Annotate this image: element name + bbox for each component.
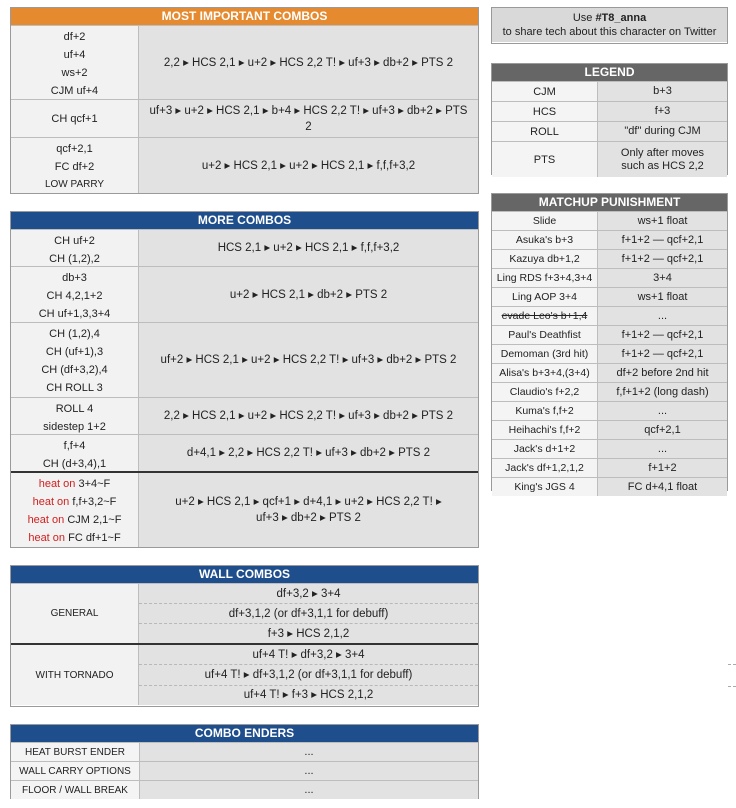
matchup-move: Jack's d+1+2 (492, 440, 598, 458)
combo-route: uf+2 ▸ HCS 2,1 ▸ u+2 ▸ HCS 2,2 T! ▸ uf+3 ▸ db+2 ▸ PTS 2 (139, 323, 478, 397)
combo-route: HCS 2,1 ▸ u+2 ▸ HCS 2,1 ▸ f,f,f+3,2 (139, 230, 478, 266)
ender-label: WALL CARRY OPTIONS (11, 762, 140, 780)
heat-label: heat on (27, 514, 65, 526)
matchup-row (492, 268, 727, 287)
combo-route: u+2 ▸ HCS 2,1 ▸ qcf+1 ▸ d+4,1 ▸ u+2 ▸ HCS 2,2 T! ▸ uf+3 ▸ db+2 ▸ PTS 2 (139, 473, 478, 547)
starter (28, 529, 120, 547)
more-combos-panel (10, 211, 479, 548)
ender-value: ... (140, 781, 478, 799)
matchup-row (492, 420, 727, 439)
matchup-row (492, 249, 727, 268)
matchup-row (492, 230, 727, 249)
combo-row (11, 266, 478, 322)
combo-enders-title: COMBO ENDERS (11, 725, 478, 742)
legend-row (492, 101, 727, 121)
combo-row (11, 434, 478, 471)
combo-starters (11, 26, 139, 99)
starter-move: FC df+1~F (68, 532, 121, 544)
wall-group-label: GENERAL (11, 584, 139, 643)
starter: CH uf+2 (54, 235, 95, 247)
legend-row (492, 141, 727, 177)
matchup-move: Paul's Deathfist (492, 326, 598, 344)
starter: CH (1,2),4 (49, 328, 100, 340)
wall-combos-panel (10, 565, 479, 707)
matchup-move: evade Leo's b+1,4 (492, 307, 598, 325)
heat-label: heat on (32, 496, 70, 508)
matchup-row (492, 344, 727, 363)
legend-value: f+3 (598, 102, 727, 121)
combo-row (11, 25, 478, 99)
matchup-punish: ... (598, 402, 727, 420)
matchup-move: Slide (492, 212, 598, 230)
wall-group-label: WITH TORNADO (11, 645, 139, 705)
starter (33, 493, 117, 511)
combo-starters (11, 230, 139, 266)
starter: df+2 (63, 31, 86, 43)
matchup-row (492, 363, 727, 382)
ender-label: HEAT BURST ENDER (11, 743, 140, 761)
starter: CH (1,2),2 (49, 253, 100, 265)
matchup-row (492, 477, 727, 496)
twitter-line-2: to share tech about this character on Twitter (502, 26, 717, 38)
combo-row (11, 99, 478, 137)
matchup-punish: qcf+2,1 (598, 421, 727, 439)
matchup-row (492, 458, 727, 477)
starter: CH (d+3,4),1 (42, 458, 107, 470)
legend-value: b+3 (598, 82, 727, 101)
matchup-punish: 3+4 (598, 269, 727, 287)
legend-title: LEGEND (492, 64, 727, 81)
matchup-row (492, 306, 727, 325)
starter: db+3 (62, 272, 87, 284)
matchup-move: Ling RDS f+3+4,3+4 (492, 269, 598, 287)
matchup-move: Jack's df+1,2,1,2 (492, 459, 598, 477)
combo-starters (11, 323, 139, 397)
starter-move: CJM 2,1~F (67, 514, 122, 526)
combo-route: 2,2 ▸ HCS 2,1 ▸ u+2 ▸ HCS 2,2 T! ▸ uf+3 ▸ db+2 ▸ PTS 2 (139, 26, 478, 99)
combo-starters (11, 100, 139, 137)
starter: FC df+2 (54, 161, 95, 173)
matchup-rows (492, 211, 727, 496)
most-important-combos-title: MOST IMPORTANT COMBOS (11, 8, 478, 25)
legend-value: "df" during CJM (598, 122, 727, 141)
matchup-move: Claudio's f+2,2 (492, 383, 598, 401)
matchup-punish: ws+1 float (598, 212, 727, 230)
combo-starters (11, 267, 139, 322)
matchup-punish: f,f+1+2 (long dash) (598, 383, 727, 401)
starter: ROLL 4 (55, 403, 94, 415)
legend-key: ROLL (492, 122, 598, 141)
wall-group (11, 643, 478, 705)
matchup-move: King's JGS 4 (492, 478, 598, 496)
matchup-row (492, 382, 727, 401)
starter: CH 4,2,1+2 (46, 290, 103, 302)
combo-enders-panel (10, 724, 479, 799)
starter: ws+2 (61, 67, 88, 79)
starter (39, 475, 111, 493)
matchup-punish: ws+1 float (598, 288, 727, 306)
wall-combos-title: WALL COMBOS (11, 566, 478, 583)
matchup-move: Demoman (3rd hit) (492, 345, 598, 363)
matchup-move: Asuka's b+3 (492, 231, 598, 249)
starter: qcf+2,1 (56, 143, 93, 155)
twitter-line-1 (492, 11, 727, 25)
matchup-punishment-panel (491, 193, 728, 491)
matchup-row (492, 439, 727, 458)
matchup-punish: f+1+2 — qcf+2,1 (598, 231, 727, 249)
heat-starters (11, 473, 139, 547)
wall-group (11, 583, 478, 643)
edge-mark (728, 664, 736, 665)
twitter-share-text (492, 8, 727, 42)
twitter-share-box (491, 7, 728, 44)
matchup-row (492, 211, 727, 230)
legend-key: HCS (492, 102, 598, 121)
ender-value: ... (140, 743, 478, 761)
heat-label: heat on (38, 478, 76, 490)
matchup-punish: f+1+2 (598, 459, 727, 477)
starter: sidestep 1+2 (43, 421, 106, 433)
starter-move: 3+4~F (78, 478, 111, 490)
wall-group-combos (139, 645, 478, 705)
matchup-move: Kazuya db+1,2 (492, 250, 598, 268)
legend-value: Only after moves such as HCS 2,2 (598, 142, 727, 177)
matchup-punish: ... (598, 440, 727, 458)
combo-route: uf+3 ▸ u+2 ▸ HCS 2,1 ▸ b+4 ▸ HCS 2,2 T! ▸ uf+3 ▸ db+2 ▸ PTS 2 (139, 100, 478, 137)
starter: CH (uf+1),3 (45, 346, 104, 358)
combo-starters (11, 435, 139, 471)
starter: CH qcf+1 (51, 112, 98, 125)
matchup-punish: f+1+2 — qcf+2,1 (598, 250, 727, 268)
matchup-move: Ling AOP 3+4 (492, 288, 598, 306)
ender-row (11, 780, 478, 799)
matchup-punish: ... (598, 307, 727, 325)
legend-panel (491, 63, 728, 175)
starter: uf+4 (63, 49, 86, 61)
combo-row (11, 322, 478, 397)
starter: CH ROLL 3 (46, 382, 103, 394)
matchup-row (492, 287, 727, 306)
combo-row (11, 397, 478, 434)
heat-label: heat on (28, 532, 66, 544)
wall-combo: f+3 ▸ HCS 2,1,2 (139, 623, 478, 643)
wall-combo: uf+4 T! ▸ df+3,1,2 (or df+3,1,1 for debuff) (139, 664, 478, 684)
matchup-move: Alisa's b+3+4,(3+4) (492, 364, 598, 382)
legend-row (492, 121, 727, 141)
twitter-prefix: Use (572, 12, 593, 24)
wall-combo: df+3,1,2 (or df+3,1,1 for debuff) (139, 603, 478, 623)
ender-row (11, 761, 478, 780)
combo-route: 2,2 ▸ HCS 2,1 ▸ u+2 ▸ HCS 2,2 T! ▸ uf+3 ▸ db+2 ▸ PTS 2 (139, 398, 478, 434)
combo-starters (11, 138, 139, 193)
starter: f,f+4 (63, 440, 86, 452)
matchup-move: Heihachi's f,f+2 (492, 421, 598, 439)
combo-row (11, 137, 478, 193)
ender-value: ... (140, 762, 478, 780)
matchup-title: MATCHUP PUNISHMENT (492, 194, 727, 211)
most-important-combos-panel (10, 7, 479, 194)
matchup-row (492, 401, 727, 420)
combo-route: d+4,1 ▸ 2,2 ▸ HCS 2,2 T! ▸ uf+3 ▸ db+2 ▸ PTS 2 (139, 435, 478, 471)
matchup-punish: FC d+4,1 float (598, 478, 727, 496)
legend-key: PTS (492, 142, 598, 177)
ender-row (11, 742, 478, 761)
wall-combo: uf+4 T! ▸ df+3,2 ▸ 3+4 (252, 648, 365, 661)
heat-combo-row (11, 471, 478, 547)
legend-key: CJM (492, 82, 598, 101)
wall-group-combos (139, 584, 478, 643)
wall-combo: df+3,2 ▸ 3+4 (276, 587, 341, 600)
starter-move: f,f+3,2~F (72, 496, 117, 508)
more-combos-title: MORE COMBOS (11, 212, 478, 229)
combo-starters (11, 398, 139, 434)
starter (28, 511, 122, 529)
starter: CJM uf+4 (50, 85, 99, 97)
matchup-move: Kuma's f,f+2 (492, 402, 598, 420)
combo-route: u+2 ▸ HCS 2,1 ▸ db+2 ▸ PTS 2 (139, 267, 478, 322)
matchup-punish: df+2 before 2nd hit (598, 364, 727, 382)
starter: LOW PARRY (44, 179, 105, 190)
combo-row (11, 229, 478, 266)
wall-combo: uf+4 T! ▸ f+3 ▸ HCS 2,1,2 (139, 685, 478, 705)
twitter-hashtag[interactable]: #T8_anna (595, 12, 647, 24)
legend-row (492, 81, 727, 101)
combo-route: u+2 ▸ HCS 2,1 ▸ u+2 ▸ HCS 2,1 ▸ f,f,f+3,2 (139, 138, 478, 193)
ender-label: FLOOR / WALL BREAK (11, 781, 140, 799)
matchup-row (492, 325, 727, 344)
starter: CH (df+3,2),4 (41, 364, 108, 376)
starter: CH uf+1,3,3+4 (38, 308, 111, 320)
matchup-punish: f+1+2 — qcf+2,1 (598, 345, 727, 363)
matchup-punish: f+1+2 — qcf+2,1 (598, 326, 727, 344)
edge-mark (728, 686, 736, 687)
